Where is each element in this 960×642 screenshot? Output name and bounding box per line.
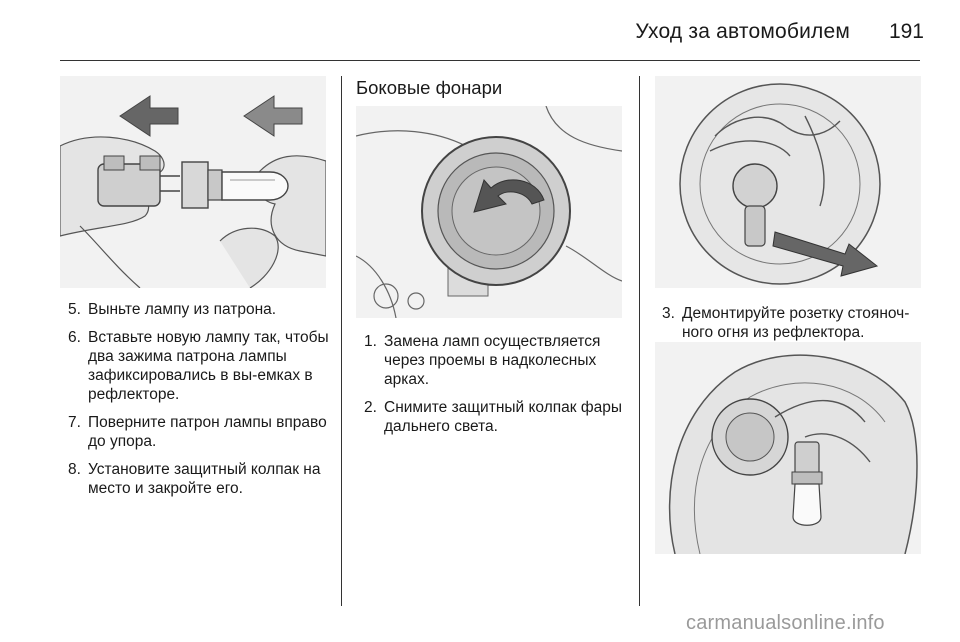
step-number: 8. [68, 461, 81, 478]
step-text: Замена ламп осуществляется через проемы в надколесных арках. [384, 333, 601, 388]
step-text: Поверните патрон лампы вправо до упора. [88, 414, 327, 450]
list-item [662, 304, 924, 342]
pull-arrow-illustration [655, 76, 921, 288]
column-divider-right [639, 76, 640, 606]
left-steps-list [68, 300, 330, 507]
section-heading: Боковые фонари [356, 77, 503, 98]
hands-bulb-illustration [60, 76, 326, 288]
step-text: Выньте лампу из патрона. [88, 301, 277, 318]
socket-removal-illustration [655, 76, 921, 288]
step-number: 2. [364, 399, 377, 416]
step-text: Установите защитный колпак на место и закройте его. [88, 461, 321, 497]
list-item [68, 460, 330, 498]
step-number: 7. [68, 414, 81, 431]
list-item [68, 300, 330, 319]
bulb-socket-illustration [655, 342, 921, 554]
list-item [68, 328, 330, 404]
watermark: carmanualsonline.info [686, 612, 885, 634]
reflector-bulb-illustration [655, 342, 921, 554]
middle-steps-list [364, 332, 626, 445]
rotate-arrow-illustration [356, 106, 622, 318]
page-title: Уход за автомобилем [635, 20, 850, 43]
list-item [68, 413, 330, 451]
page-number: 191 [888, 20, 924, 43]
list-item [364, 398, 626, 436]
step-number: 1. [364, 333, 377, 350]
bulb-removal-illustration [60, 76, 326, 288]
list-item [364, 332, 626, 389]
cover-rotation-illustration [356, 106, 622, 318]
column-divider-left [341, 76, 342, 606]
header-divider [60, 60, 920, 61]
step-text: Вставьте новую лампу так, чтобы два зажима патрона лампы зафиксировались в вы-емках в рефлекторе. [88, 329, 329, 403]
step-number: 6. [68, 329, 81, 346]
step-number: 5. [68, 301, 81, 318]
step-text: Снимите защитный колпак фары дальнего света. [384, 399, 622, 435]
step-number: 3. [662, 305, 675, 322]
step-text: Демонтируйте розетку стояноч-ного огня из рефлектора. [682, 305, 910, 341]
